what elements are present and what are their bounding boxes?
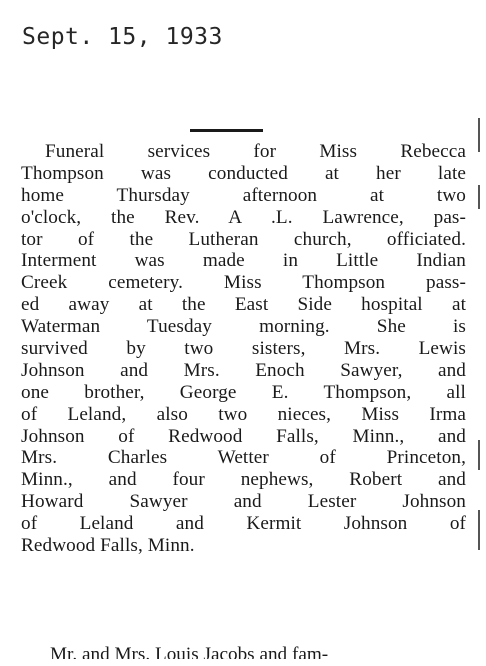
clipping-date: Sept. 15, 1933 — [22, 24, 223, 50]
article-line: Funeral services for Miss Rebecca — [45, 141, 466, 162]
cutoff-line: Mr. and Mrs. Louis Jacobs and fam- — [50, 645, 329, 659]
article-line: home Thursday afternoon at two — [21, 184, 466, 206]
article-line: Mrs. Charles Wetter of Princeton, — [21, 447, 466, 469]
clipping-edge-mark — [478, 118, 480, 152]
article-line: ed away at the East Side hospital at — [21, 294, 466, 316]
newspaper-clipping — [0, 100, 486, 666]
article-line: Redwood Falls, Minn. — [21, 535, 195, 557]
obituary-article — [21, 141, 466, 557]
clipping-edge-mark — [478, 440, 480, 470]
article-line: of Leland and Kermit Johnson of — [21, 513, 466, 535]
article-line: Thompson was conducted at her late — [21, 162, 466, 184]
article-line: Howard Sawyer and Lester Johnson — [21, 491, 466, 513]
clipping-edge-mark — [478, 185, 480, 209]
article-line: Johnson and Mrs. Enoch Sawyer, and — [21, 359, 466, 381]
article-line: tor of the Lutheran church, officiated. — [21, 228, 466, 250]
article-line: Creek cemetery. Miss Thompson pass- — [21, 272, 466, 294]
article-line: survived by two sisters, Mrs. Lewis — [21, 338, 466, 360]
article-line: o'clock, the Rev. A .L. Lawrence, pas- — [21, 206, 466, 228]
article-line: Interment was made in Little Indian — [21, 250, 466, 272]
article-line: Minn., and four nephews, Robert and — [21, 469, 466, 491]
clipping-edge-mark — [478, 510, 480, 550]
article-line: of Leland, also two nieces, Miss Irma — [21, 403, 466, 425]
article-line: Waterman Tuesday morning. She is — [21, 316, 466, 338]
article-line: one brother, George E. Thompson, all — [21, 381, 466, 403]
column-rule — [190, 129, 263, 132]
article-line: Johnson of Redwood Falls, Minn., and — [21, 425, 466, 447]
